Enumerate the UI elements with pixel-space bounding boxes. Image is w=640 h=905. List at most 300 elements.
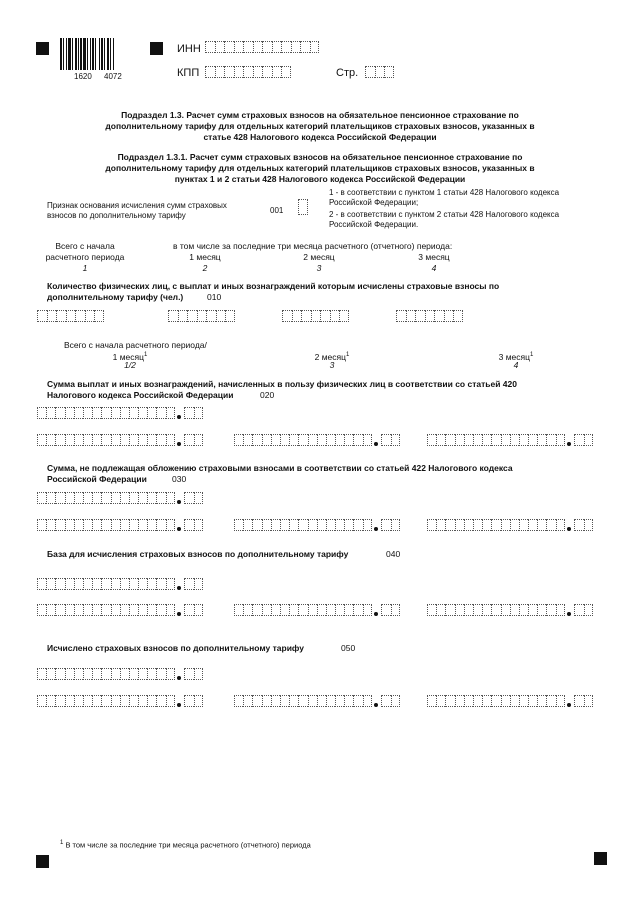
- input-cell[interactable]: [473, 604, 482, 616]
- input-cell[interactable]: [46, 492, 55, 504]
- input-cell[interactable]: [37, 668, 46, 680]
- input-cell[interactable]: [37, 310, 47, 322]
- input-cell[interactable]: [65, 407, 74, 419]
- input-cell[interactable]: [147, 578, 156, 590]
- input-cell[interactable]: [111, 434, 120, 446]
- input-cell[interactable]: [326, 604, 335, 616]
- input-cell[interactable]: [83, 668, 92, 680]
- input-cell[interactable]: [335, 604, 344, 616]
- integer-part-cells[interactable]: [427, 695, 565, 707]
- input-cell[interactable]: [391, 434, 401, 446]
- input-cell[interactable]: [252, 519, 261, 531]
- input-cell[interactable]: [166, 407, 175, 419]
- input-cell[interactable]: [537, 519, 546, 531]
- input-cell[interactable]: [326, 434, 335, 446]
- input-cell[interactable]: [501, 434, 510, 446]
- input-cell[interactable]: [184, 492, 194, 504]
- input-cell[interactable]: [120, 668, 129, 680]
- input-cell[interactable]: [574, 519, 584, 531]
- input-cell[interactable]: [280, 519, 289, 531]
- input-cell[interactable]: [147, 492, 156, 504]
- input-cell[interactable]: [501, 695, 510, 707]
- input-cell[interactable]: [344, 604, 353, 616]
- input-cell[interactable]: [252, 695, 261, 707]
- input-cell[interactable]: [101, 519, 110, 531]
- input-cell[interactable]: [92, 492, 101, 504]
- input-cell[interactable]: [262, 695, 271, 707]
- input-cell[interactable]: [473, 434, 482, 446]
- input-cell[interactable]: [94, 310, 104, 322]
- input-cell[interactable]: [74, 434, 83, 446]
- input-cell[interactable]: [147, 519, 156, 531]
- input-cell[interactable]: [243, 695, 252, 707]
- decimal-part-cells[interactable]: [184, 407, 203, 419]
- input-cell[interactable]: [243, 604, 252, 616]
- input-cell[interactable]: [391, 519, 401, 531]
- integer-part-cells[interactable]: [37, 407, 175, 419]
- input-cell[interactable]: [55, 492, 64, 504]
- input-cell[interactable]: [262, 434, 271, 446]
- input-cell[interactable]: [546, 695, 555, 707]
- input-cell[interactable]: [216, 310, 226, 322]
- input-cell[interactable]: [384, 66, 394, 78]
- input-cell[interactable]: [194, 407, 204, 419]
- kpp-field[interactable]: [205, 66, 291, 78]
- input-cell[interactable]: [83, 578, 92, 590]
- input-cell[interactable]: [298, 434, 307, 446]
- input-cell[interactable]: [65, 434, 74, 446]
- input-cell[interactable]: [101, 407, 110, 419]
- input-cell[interactable]: [37, 578, 46, 590]
- input-cell[interactable]: [584, 519, 594, 531]
- input-cell[interactable]: [253, 41, 263, 53]
- input-cell[interactable]: [184, 578, 194, 590]
- input-cell[interactable]: [271, 604, 280, 616]
- input-cell[interactable]: [166, 434, 175, 446]
- input-cell[interactable]: [55, 695, 64, 707]
- input-cell[interactable]: [301, 310, 311, 322]
- input-cell[interactable]: [166, 492, 175, 504]
- integer-part-cells[interactable]: [427, 434, 565, 446]
- input-cell[interactable]: [85, 310, 95, 322]
- input-cell[interactable]: [215, 66, 225, 78]
- input-cell[interactable]: [74, 668, 83, 680]
- input-cell[interactable]: [37, 492, 46, 504]
- input-cell[interactable]: [46, 668, 55, 680]
- input-cell[interactable]: [262, 41, 272, 53]
- input-cell[interactable]: [120, 604, 129, 616]
- input-cell[interactable]: [74, 407, 83, 419]
- input-cell[interactable]: [147, 695, 156, 707]
- input-cell[interactable]: [101, 604, 110, 616]
- input-cell[interactable]: [129, 578, 138, 590]
- input-cell[interactable]: [156, 434, 165, 446]
- input-cell[interactable]: [184, 604, 194, 616]
- input-cell[interactable]: [156, 604, 165, 616]
- decimal-part-cells[interactable]: [574, 519, 593, 531]
- integer-part-cells[interactable]: [234, 519, 372, 531]
- input-cell[interactable]: [262, 66, 272, 78]
- input-cell[interactable]: [111, 407, 120, 419]
- input-cell[interactable]: [55, 668, 64, 680]
- input-cell[interactable]: [391, 695, 401, 707]
- input-cell[interactable]: [317, 604, 326, 616]
- input-cell[interactable]: [243, 519, 252, 531]
- input-cell[interactable]: [482, 604, 491, 616]
- input-cell[interactable]: [120, 695, 129, 707]
- decimal-part-cells[interactable]: [381, 604, 400, 616]
- input-cell[interactable]: [184, 695, 194, 707]
- input-cell[interactable]: [406, 310, 416, 322]
- input-cell[interactable]: [194, 695, 204, 707]
- input-cell[interactable]: [83, 519, 92, 531]
- input-cell[interactable]: [271, 434, 280, 446]
- input-cell[interactable]: [298, 604, 307, 616]
- input-cell[interactable]: [289, 695, 298, 707]
- integer-part-cells[interactable]: [37, 604, 175, 616]
- input-cell[interactable]: [184, 519, 194, 531]
- input-cell[interactable]: [129, 519, 138, 531]
- input-cell[interactable]: [326, 519, 335, 531]
- input-cell[interactable]: [74, 604, 83, 616]
- input-cell[interactable]: [166, 695, 175, 707]
- input-cell[interactable]: [262, 519, 271, 531]
- input-cell[interactable]: [298, 695, 307, 707]
- input-cell[interactable]: [310, 41, 320, 53]
- decimal-part-cells[interactable]: [381, 519, 400, 531]
- input-cell[interactable]: [491, 604, 500, 616]
- integer-part-cells[interactable]: [37, 668, 175, 680]
- input-cell[interactable]: [473, 695, 482, 707]
- input-cell[interactable]: [396, 310, 406, 322]
- input-cell[interactable]: [353, 519, 362, 531]
- input-cell[interactable]: [308, 434, 317, 446]
- decimal-part-cells[interactable]: [381, 695, 400, 707]
- input-cell[interactable]: [46, 407, 55, 419]
- input-cell[interactable]: [138, 604, 147, 616]
- input-cell[interactable]: [339, 310, 349, 322]
- input-cell[interactable]: [184, 668, 194, 680]
- input-cell[interactable]: [92, 695, 101, 707]
- integer-part-cells[interactable]: [234, 434, 372, 446]
- input-cell[interactable]: [363, 604, 372, 616]
- input-cell[interactable]: [37, 434, 46, 446]
- input-cell[interactable]: [271, 519, 280, 531]
- input-cell[interactable]: [234, 519, 243, 531]
- input-cell[interactable]: [546, 519, 555, 531]
- decimal-part-cells[interactable]: [184, 434, 203, 446]
- input-cell[interactable]: [381, 434, 391, 446]
- input-cell[interactable]: [434, 310, 444, 322]
- decimal-part-cells[interactable]: [574, 695, 593, 707]
- input-cell[interactable]: [436, 604, 445, 616]
- input-cell[interactable]: [120, 578, 129, 590]
- input-cell[interactable]: [584, 434, 594, 446]
- input-cell[interactable]: [556, 695, 565, 707]
- input-cell[interactable]: [37, 604, 46, 616]
- input-cell[interactable]: [83, 492, 92, 504]
- integer-part-cells[interactable]: [234, 695, 372, 707]
- input-cell[interactable]: [317, 695, 326, 707]
- input-cell[interactable]: [574, 434, 584, 446]
- input-cell[interactable]: [491, 519, 500, 531]
- input-cell[interactable]: [129, 407, 138, 419]
- input-cell[interactable]: [253, 66, 263, 78]
- input-cell[interactable]: [281, 41, 291, 53]
- input-cell[interactable]: [291, 41, 301, 53]
- input-cell[interactable]: [101, 434, 110, 446]
- input-cell[interactable]: [194, 578, 204, 590]
- input-cell[interactable]: [74, 695, 83, 707]
- input-cell[interactable]: [363, 519, 372, 531]
- input-cell[interactable]: [111, 668, 120, 680]
- input-cell[interactable]: [55, 434, 64, 446]
- input-cell[interactable]: [464, 434, 473, 446]
- input-cell[interactable]: [74, 578, 83, 590]
- input-cell[interactable]: [55, 519, 64, 531]
- input-cell[interactable]: [194, 519, 204, 531]
- input-cell[interactable]: [46, 695, 55, 707]
- input-cell[interactable]: [120, 519, 129, 531]
- input-cell[interactable]: [138, 578, 147, 590]
- input-cell[interactable]: [129, 492, 138, 504]
- input-cell[interactable]: [111, 578, 120, 590]
- input-cell[interactable]: [138, 434, 147, 446]
- input-cell[interactable]: [101, 668, 110, 680]
- input-cell[interactable]: [111, 492, 120, 504]
- input-cell[interactable]: [184, 434, 194, 446]
- input-cell[interactable]: [65, 578, 74, 590]
- input-cell[interactable]: [344, 519, 353, 531]
- input-cell[interactable]: [482, 695, 491, 707]
- input-cell[interactable]: [166, 604, 175, 616]
- input-cell[interactable]: [537, 434, 546, 446]
- input-cell[interactable]: [528, 434, 537, 446]
- input-cell[interactable]: [280, 434, 289, 446]
- input-cell[interactable]: [519, 604, 528, 616]
- input-cell[interactable]: [55, 604, 64, 616]
- input-cell[interactable]: [47, 310, 57, 322]
- input-cell[interactable]: [111, 695, 120, 707]
- input-cell[interactable]: [101, 492, 110, 504]
- input-cell[interactable]: [445, 519, 454, 531]
- decimal-part-cells[interactable]: [574, 434, 593, 446]
- input-cell[interactable]: [281, 66, 291, 78]
- sign-field[interactable]: [298, 199, 308, 215]
- decimal-part-cells[interactable]: [184, 695, 203, 707]
- input-cell[interactable]: [584, 695, 594, 707]
- input-cell[interactable]: [436, 434, 445, 446]
- input-cell[interactable]: [129, 695, 138, 707]
- input-cell[interactable]: [166, 578, 175, 590]
- input-cell[interactable]: [243, 41, 253, 53]
- input-cell[interactable]: [168, 310, 178, 322]
- page-number-field[interactable]: [365, 66, 394, 78]
- input-cell[interactable]: [37, 407, 46, 419]
- input-cell[interactable]: [464, 604, 473, 616]
- input-cell[interactable]: [120, 407, 129, 419]
- input-cell[interactable]: [234, 41, 244, 53]
- input-cell[interactable]: [308, 604, 317, 616]
- input-cell[interactable]: [381, 519, 391, 531]
- input-cell[interactable]: [46, 434, 55, 446]
- input-cell[interactable]: [330, 310, 340, 322]
- input-cell[interactable]: [501, 519, 510, 531]
- input-cell[interactable]: [445, 695, 454, 707]
- inn-field[interactable]: [205, 41, 319, 53]
- input-cell[interactable]: [156, 668, 165, 680]
- input-cell[interactable]: [415, 310, 425, 322]
- input-cell[interactable]: [317, 434, 326, 446]
- input-cell[interactable]: [381, 695, 391, 707]
- input-cell[interactable]: [320, 310, 330, 322]
- input-cell[interactable]: [205, 66, 215, 78]
- input-cell[interactable]: [65, 668, 74, 680]
- input-cell[interactable]: [66, 310, 76, 322]
- input-cell[interactable]: [464, 519, 473, 531]
- input-cell[interactable]: [335, 434, 344, 446]
- input-cell[interactable]: [56, 310, 66, 322]
- input-cell[interactable]: [510, 434, 519, 446]
- input-cell[interactable]: [75, 310, 85, 322]
- input-cell[interactable]: [147, 604, 156, 616]
- input-cell[interactable]: [455, 604, 464, 616]
- input-cell[interactable]: [74, 492, 83, 504]
- integer-part-cells[interactable]: [427, 604, 565, 616]
- input-cell[interactable]: [234, 434, 243, 446]
- input-cell[interactable]: [272, 66, 282, 78]
- input-cell[interactable]: [92, 434, 101, 446]
- input-cell[interactable]: [92, 407, 101, 419]
- integer-part-cells[interactable]: [37, 695, 175, 707]
- input-cell[interactable]: [205, 41, 215, 53]
- input-cell[interactable]: [280, 604, 289, 616]
- input-cell[interactable]: [147, 407, 156, 419]
- input-cell[interactable]: [65, 604, 74, 616]
- input-cell[interactable]: [537, 695, 546, 707]
- input-cell[interactable]: [308, 519, 317, 531]
- input-cell[interactable]: [92, 578, 101, 590]
- input-cell[interactable]: [482, 434, 491, 446]
- input-cell[interactable]: [574, 604, 584, 616]
- input-cell[interactable]: [55, 578, 64, 590]
- input-cell[interactable]: [184, 407, 194, 419]
- input-cell[interactable]: [129, 604, 138, 616]
- input-cell[interactable]: [46, 604, 55, 616]
- input-cell[interactable]: [194, 434, 204, 446]
- input-cell[interactable]: [243, 434, 252, 446]
- input-cell[interactable]: [187, 310, 197, 322]
- input-cell[interactable]: [234, 66, 244, 78]
- input-cell[interactable]: [83, 695, 92, 707]
- input-cell[interactable]: [74, 519, 83, 531]
- input-cell[interactable]: [65, 519, 74, 531]
- integer-part-cells[interactable]: [37, 492, 175, 504]
- input-cell[interactable]: [436, 695, 445, 707]
- input-cell[interactable]: [365, 66, 375, 78]
- input-cell[interactable]: [289, 604, 298, 616]
- input-cell[interactable]: [92, 604, 101, 616]
- input-cell[interactable]: [194, 492, 204, 504]
- integer-part-cells[interactable]: [37, 519, 175, 531]
- decimal-part-cells[interactable]: [184, 578, 203, 590]
- input-cell[interactable]: [501, 604, 510, 616]
- input-cell[interactable]: [308, 695, 317, 707]
- input-cell[interactable]: [546, 434, 555, 446]
- input-cell[interactable]: [120, 434, 129, 446]
- input-cell[interactable]: [120, 492, 129, 504]
- input-cell[interactable]: [111, 519, 120, 531]
- input-cell[interactable]: [519, 434, 528, 446]
- input-cell[interactable]: [166, 668, 175, 680]
- input-cell[interactable]: [292, 310, 302, 322]
- input-cell[interactable]: [300, 41, 310, 53]
- input-cell[interactable]: [46, 519, 55, 531]
- input-cell[interactable]: [375, 66, 385, 78]
- input-cell[interactable]: [37, 695, 46, 707]
- input-cell[interactable]: [335, 695, 344, 707]
- input-cell[interactable]: [556, 519, 565, 531]
- input-cell[interactable]: [537, 604, 546, 616]
- input-cell[interactable]: [363, 695, 372, 707]
- decimal-part-cells[interactable]: [381, 434, 400, 446]
- input-cell[interactable]: [353, 434, 362, 446]
- input-cell[interactable]: [482, 519, 491, 531]
- decimal-part-cells[interactable]: [184, 604, 203, 616]
- input-cell[interactable]: [353, 604, 362, 616]
- input-cell[interactable]: [344, 695, 353, 707]
- input-cell[interactable]: [111, 604, 120, 616]
- input-cell[interactable]: [528, 695, 537, 707]
- line-010-month3-field[interactable]: [396, 310, 463, 322]
- input-cell[interactable]: [178, 310, 188, 322]
- input-cell[interactable]: [234, 695, 243, 707]
- input-cell[interactable]: [510, 695, 519, 707]
- input-cell[interactable]: [156, 492, 165, 504]
- input-cell[interactable]: [197, 310, 207, 322]
- input-cell[interactable]: [427, 519, 436, 531]
- input-cell[interactable]: [289, 434, 298, 446]
- input-cell[interactable]: [224, 41, 234, 53]
- input-cell[interactable]: [556, 434, 565, 446]
- input-cell[interactable]: [298, 199, 308, 215]
- integer-part-cells[interactable]: [37, 578, 175, 590]
- input-cell[interactable]: [138, 519, 147, 531]
- input-cell[interactable]: [326, 695, 335, 707]
- input-cell[interactable]: [272, 41, 282, 53]
- input-cell[interactable]: [156, 519, 165, 531]
- input-cell[interactable]: [298, 519, 307, 531]
- line-010-month2-field[interactable]: [282, 310, 349, 322]
- input-cell[interactable]: [138, 695, 147, 707]
- input-cell[interactable]: [138, 668, 147, 680]
- input-cell[interactable]: [83, 434, 92, 446]
- integer-part-cells[interactable]: [37, 434, 175, 446]
- input-cell[interactable]: [427, 695, 436, 707]
- input-cell[interactable]: [280, 695, 289, 707]
- line-010-total-field[interactable]: [37, 310, 104, 322]
- integer-part-cells[interactable]: [427, 519, 565, 531]
- input-cell[interactable]: [138, 492, 147, 504]
- decimal-part-cells[interactable]: [184, 492, 203, 504]
- input-cell[interactable]: [224, 66, 234, 78]
- input-cell[interactable]: [455, 695, 464, 707]
- input-cell[interactable]: [92, 668, 101, 680]
- input-cell[interactable]: [282, 310, 292, 322]
- input-cell[interactable]: [464, 695, 473, 707]
- input-cell[interactable]: [510, 604, 519, 616]
- input-cell[interactable]: [391, 604, 401, 616]
